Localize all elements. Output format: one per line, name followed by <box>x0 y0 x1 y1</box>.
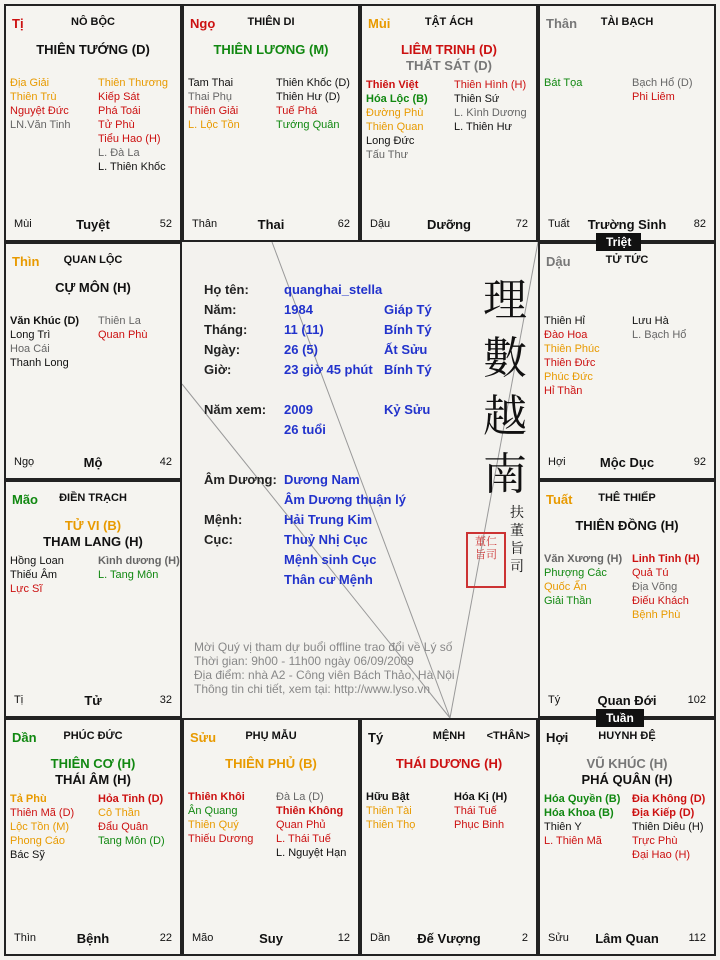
info-value: Mệnh sinh Cục <box>284 552 377 567</box>
tuan-tag: Tuần <box>596 709 644 727</box>
minor-star: Bệnh Phù <box>632 609 681 621</box>
info-label: Họ tên: <box>204 282 249 297</box>
minor-star: Phục Binh <box>454 819 505 831</box>
minor-star: Linh Tinh (H) <box>632 553 700 565</box>
minor-stars-right <box>632 314 686 342</box>
minor-star: Tấu Thư <box>366 149 409 161</box>
life-stage: Mộc Dục <box>599 455 655 470</box>
minor-star: Thiếu Âm <box>10 569 58 581</box>
minor-star: Hỉ Thần <box>544 385 583 397</box>
minor-star: L. Tang Môn <box>98 569 159 581</box>
decade-age: 102 <box>687 694 706 706</box>
minor-stars-left <box>10 76 71 132</box>
minor-star: Phúc Đức <box>544 371 593 383</box>
major-star: THIÊN CƠ (H) <box>50 756 136 771</box>
major-star: THIÊN ĐỒNG (H) <box>575 518 679 533</box>
minor-star: Thiên Thương <box>98 77 169 89</box>
minor-stars-left <box>544 76 582 90</box>
info-value: Âm Dương thuận lý <box>284 492 406 507</box>
minor-star: L. Thái Tuế <box>276 833 331 845</box>
minor-star: Phá Toái <box>98 105 141 117</box>
info-canchi: Bính Tý <box>384 322 432 337</box>
minor-star: Giải Thần <box>544 595 592 607</box>
minor-stars-left <box>10 792 74 862</box>
info-value: 1984 <box>284 302 313 317</box>
minor-star: Đia Không (D) <box>632 793 706 805</box>
minor-star: Long Đức <box>366 135 415 147</box>
decade-age: 2 <box>521 932 528 944</box>
minor-star: Quả Tú <box>632 567 669 579</box>
minor-star: L. Nguyệt Hạn <box>276 847 347 859</box>
minor-star: Đà La (D) <box>276 791 324 803</box>
minor-stars-right <box>98 76 168 174</box>
minor-star: Văn Khúc (D) <box>10 315 80 327</box>
major-star: THÁI DƯƠNG (H) <box>395 756 503 771</box>
minor-stars-right <box>632 76 693 104</box>
info-label: Tháng: <box>204 322 248 337</box>
minor-star: Quốc Ấn <box>544 581 587 593</box>
info-canchi: Bính Tý <box>384 362 432 377</box>
major-star: CỰ MÔN (H) <box>55 280 131 295</box>
palace-name: PHÚC ĐỨC <box>63 730 123 742</box>
minor-star: Lộc Tồn (M) <box>10 821 70 833</box>
minor-star: Tuế Phá <box>276 105 318 117</box>
decade-age: 52 <box>159 218 172 230</box>
minor-star: Thiên Hỉ <box>544 315 585 327</box>
minor-stars-left <box>188 76 240 132</box>
minor-star: Thiên Diêu (H) <box>632 821 704 833</box>
minor-star: Văn Xương (H) <box>544 553 623 565</box>
minor-stars-right <box>454 78 527 134</box>
minor-star: Hỏa Tinh (D) <box>98 793 164 805</box>
offline-notice <box>194 640 455 696</box>
red-seal: 董仁 旨司 <box>466 532 506 588</box>
notice-line: Thời gian: 9h00 - 11h00 ngày 06/09/2009 <box>194 654 414 668</box>
signature-char: 旨 <box>510 541 524 557</box>
palace-name: HUYNH ĐỆ <box>598 730 656 742</box>
palace-cell-dau <box>538 242 716 480</box>
earthly-branch: Dần <box>12 730 37 745</box>
minor-star: Hóa Khoa (B) <box>544 807 614 819</box>
minor-star: Quan Phủ <box>276 819 326 831</box>
minor-stars-left <box>188 790 253 846</box>
earthly-branch: Tị <box>12 16 24 31</box>
decade-age: 82 <box>693 218 706 230</box>
minor-star: Thiên Không <box>276 805 344 817</box>
info-value: 26 (5) <box>284 342 318 357</box>
minor-star: Địa Kiếp (D) <box>632 807 695 819</box>
footer-branch: Mão <box>192 932 214 944</box>
minor-star: Phong Cáo <box>10 835 66 847</box>
footer-branch: Ngọ <box>14 456 35 468</box>
minor-star: Hoa Cái <box>10 343 50 355</box>
notice-line: Thông tin chi tiết, xem tại: http://www.lyso.vn <box>194 682 431 696</box>
major-star: THIÊN TƯỚNG (D) <box>36 42 150 57</box>
info-label: Ngày: <box>204 342 241 357</box>
life-stage: Suy <box>259 931 283 946</box>
minor-star: Thiên Đức <box>544 357 596 369</box>
minor-star: Thiên Khốc (D) <box>276 77 350 89</box>
life-stage: Lâm Quan <box>595 931 659 946</box>
calligraphy <box>470 272 540 504</box>
earthly-branch: Tý <box>368 730 384 745</box>
center-panel <box>182 242 538 718</box>
minor-star: Tam Thai <box>188 77 234 89</box>
major-star: THÁI ÂM (H) <box>55 772 131 787</box>
minor-star: Phượng Các <box>544 567 607 579</box>
signature-char: 董 <box>510 523 524 539</box>
palace-name: MỆNH <box>432 730 466 742</box>
palace-cell-tuat <box>538 480 716 718</box>
major-star: PHÁ QUÂN (H) <box>581 772 673 787</box>
major-star: THIÊN LƯƠNG (M) <box>213 42 329 57</box>
minor-star: Thiên Hình (H) <box>454 79 527 91</box>
minor-star: LN.Văn Tinh <box>10 119 71 131</box>
earthly-branch: Ngọ <box>190 16 216 31</box>
earthly-branch: Thân <box>546 16 578 31</box>
minor-stars-left <box>366 790 415 832</box>
earthly-branch: Mão <box>12 492 38 507</box>
minor-star: Bác Sỹ <box>10 849 45 861</box>
minor-star: Hữu Bật <box>366 791 410 803</box>
palace-name: TẬT ÁCH <box>424 16 474 28</box>
minor-stars-left <box>544 314 600 398</box>
footer-branch: Tị <box>14 694 24 706</box>
minor-star: Thiên Quan <box>366 121 424 133</box>
minor-stars-left <box>10 554 64 596</box>
footer-branch: Dậu <box>370 218 391 230</box>
minor-star: Đẩu Quân <box>98 821 149 833</box>
minor-star: Tả Phù <box>10 793 47 805</box>
decade-age: 92 <box>693 456 706 468</box>
palace-cell-ty <box>360 718 538 956</box>
earthly-branch: Hợi <box>546 730 569 745</box>
life-stage: Tuyệt <box>76 217 110 232</box>
info-canchi: Kỷ Sửu <box>384 402 431 417</box>
minor-star: Thiên La <box>98 315 141 327</box>
minor-star: L. Bạch Hổ <box>632 329 687 341</box>
minor-star: L. Thiên Khốc <box>98 161 166 173</box>
decade-age: 22 <box>159 932 172 944</box>
minor-star: Điếu Khách <box>632 595 689 607</box>
palace-name: NÔ BỘC <box>71 16 115 28</box>
life-stage: Mộ <box>83 455 103 470</box>
minor-star: Thiên Mã (D) <box>10 807 75 819</box>
minor-stars-left <box>544 792 620 848</box>
footer-branch: Mùi <box>14 218 32 230</box>
palace-name: TÀI BẠCH <box>600 16 654 28</box>
info-value: Dương Nam <box>284 472 360 487</box>
minor-star: L. Đà La <box>98 147 140 159</box>
palace-cell-ngo <box>182 4 360 242</box>
info-value: Thân cư Mệnh <box>284 572 373 587</box>
info-value: 26 tuổi <box>284 422 326 437</box>
signature-char: 扶 <box>510 505 524 521</box>
life-stage: Đế Vượng <box>417 931 481 946</box>
notice-line: Địa điểm: nhà A2 - Công viên Bách Thảo, Hà Nội <box>194 668 455 682</box>
earthly-branch: Dậu <box>546 254 571 269</box>
minor-star: Thiên Sứ <box>454 93 500 105</box>
minor-star: Kình dương (H) <box>98 555 180 567</box>
minor-star: Ân Quang <box>188 805 238 817</box>
minor-star: Thái Tuế <box>454 805 497 817</box>
palace-name: QUAN LỘC <box>63 254 123 266</box>
minor-stars-right <box>276 790 346 860</box>
calligraphy-char: 數 <box>483 333 527 384</box>
minor-star: Thiên Phúc <box>544 343 600 355</box>
info-value: quanghai_stella <box>284 282 383 297</box>
info-value: 11 (11) <box>284 322 324 337</box>
palace-cell-thin <box>4 242 182 480</box>
minor-star: Bát Tọa <box>544 77 583 89</box>
palace-cell-suu <box>182 718 360 956</box>
decade-age: 42 <box>159 456 172 468</box>
than-marker: <THÂN> <box>486 730 530 742</box>
minor-star: Quan Phù <box>98 329 148 341</box>
major-star: THAM LANG (H) <box>43 534 143 549</box>
info-label: Âm Dương: <box>204 472 277 487</box>
info-value: 23 giờ 45 phút <box>284 362 373 377</box>
minor-star: Đào Hoa <box>544 329 588 341</box>
palace-cell-ti <box>4 4 182 242</box>
minor-star: Bạch Hổ (D) <box>632 77 693 89</box>
minor-stars-right <box>632 552 700 622</box>
footer-branch: Thìn <box>14 932 37 944</box>
life-stage: Tử <box>84 693 102 708</box>
minor-stars-right <box>98 554 180 582</box>
minor-star: Thanh Long <box>10 357 69 369</box>
life-stage: Thai <box>257 217 285 232</box>
footer-branch: Tuất <box>548 218 570 230</box>
footer-branch: Dần <box>370 932 391 944</box>
minor-star: L. Thiên Hư <box>454 121 512 133</box>
minor-stars-right <box>98 792 165 848</box>
minor-star: Hóa Kị (H) <box>454 791 508 803</box>
minor-star: Lưu Hà <box>632 315 669 327</box>
minor-stars-right <box>632 792 705 862</box>
footer-branch: Hợi <box>548 456 566 468</box>
life-stage: Trường Sinh <box>587 217 667 232</box>
life-stage: Quan Đới <box>597 693 657 708</box>
minor-star: Thiên Việt <box>366 79 419 91</box>
minor-star: Long Trì <box>10 329 51 341</box>
minor-star: L. Kình Dương <box>454 107 527 119</box>
palace-name: THÊ THIẾP <box>598 492 656 504</box>
palace-cell-dan <box>4 718 182 956</box>
info-label: Mệnh: <box>204 512 243 527</box>
info-label: Giờ: <box>204 362 232 377</box>
footer-branch: Tý <box>548 694 561 706</box>
life-stage: Bệnh <box>76 931 110 946</box>
info-label: Cục: <box>204 532 233 547</box>
life-stage: Dưỡng <box>427 217 471 232</box>
signature <box>508 504 526 576</box>
minor-stars-right <box>276 76 350 132</box>
minor-star: Tướng Quân <box>276 119 340 131</box>
decade-age: 32 <box>159 694 172 706</box>
minor-star: Thiên Trù <box>10 91 57 103</box>
minor-star: Thiên Hư (D) <box>276 91 341 103</box>
minor-star: Cô Thần <box>98 807 140 819</box>
notice-line: Mời Quý vị tham dự buổi offline trao đổi về Lý số <box>194 640 453 654</box>
minor-star: Thiếu Dương <box>188 833 254 845</box>
minor-star: Thiên Thọ <box>366 819 416 831</box>
minor-star: Tiểu Hao (H) <box>98 133 161 145</box>
minor-star: Địa Võng <box>632 581 678 593</box>
minor-star: Tử Phù <box>98 119 135 131</box>
calligraphy-char: 南 <box>483 449 527 500</box>
footer-branch: Sửu <box>548 932 569 944</box>
minor-star: Thiên Y <box>544 821 582 833</box>
signature-char: 司 <box>510 559 524 575</box>
minor-star: Đường Phù <box>366 107 424 119</box>
info-canchi: Giáp Tý <box>384 302 432 317</box>
earthly-branch: Mùi <box>368 16 391 31</box>
decade-age: 112 <box>688 932 706 944</box>
minor-star: Tang Môn (D) <box>98 835 165 847</box>
palace-cell-mao <box>4 480 182 718</box>
earthly-branch: Thìn <box>12 254 40 269</box>
minor-star: Thai Phụ <box>188 91 233 103</box>
decade-age: 12 <box>337 932 350 944</box>
calligraphy-char: 理 <box>483 275 527 326</box>
minor-stars-left <box>366 78 428 162</box>
info-canchi: Ất Sửu <box>384 342 428 357</box>
palace-cell-mui <box>360 4 538 242</box>
palace-cell-than <box>538 4 716 242</box>
info-label: Năm xem: <box>204 402 267 417</box>
decade-age: 72 <box>515 218 528 230</box>
palace-name: ĐIỀN TRẠCH <box>59 492 127 504</box>
major-star: THIÊN PHỦ (B) <box>225 756 317 771</box>
minor-star: Trực Phù <box>632 835 678 847</box>
palace-name: TỬ TỨC <box>605 254 649 266</box>
minor-star: Phi Liêm <box>632 91 675 103</box>
minor-star: L. Lộc Tồn <box>188 119 240 131</box>
minor-stars-right <box>98 314 148 342</box>
minor-star: Kiếp Sát <box>98 91 140 103</box>
info-value: Thuỷ Nhị Cục <box>284 532 368 547</box>
info-value: Hải Trung Kim <box>284 512 373 527</box>
major-star: LIÊM TRINH (D) <box>400 42 498 57</box>
major-star: TỬ VI (B) <box>64 518 122 533</box>
major-star: VŨ KHÚC (H) <box>586 756 668 771</box>
info-value: 2009 <box>284 402 313 417</box>
minor-star: Hồng Loan <box>10 555 64 567</box>
minor-star: Lực Sĩ <box>10 583 43 595</box>
triet-tag: Triệt <box>596 233 641 251</box>
minor-stars-left <box>10 314 79 370</box>
minor-star: Địa Giải <box>10 77 50 89</box>
palace-name: PHỤ MẪU <box>245 730 297 742</box>
calligraphy-char: 越 <box>483 391 527 442</box>
minor-star: L. Thiên Mã <box>544 835 602 847</box>
info-label: Năm: <box>204 302 237 317</box>
decade-age: 62 <box>337 218 350 230</box>
major-star: THẤT SÁT (D) <box>406 58 492 73</box>
minor-star: Thiên Khôi <box>188 791 245 803</box>
earthly-branch: Tuất <box>546 492 573 507</box>
minor-star: Thiên Giải <box>188 105 239 117</box>
footer-branch: Thân <box>192 218 218 230</box>
earthly-branch: Sửu <box>190 730 217 745</box>
minor-stars-right <box>454 790 507 832</box>
minor-star: Nguyệt Đức <box>10 105 69 117</box>
minor-star: Thiên Tài <box>366 805 412 817</box>
palace-cell-hoi <box>538 718 716 956</box>
minor-stars-left <box>544 552 622 608</box>
palace-name: THIÊN DI <box>247 16 295 28</box>
minor-star: Hóa Quyền (B) <box>544 793 621 805</box>
minor-star: Thiên Quý <box>188 819 239 831</box>
minor-star: Hóa Lộc (B) <box>366 93 428 105</box>
minor-star: Đại Hao (H) <box>632 849 691 861</box>
